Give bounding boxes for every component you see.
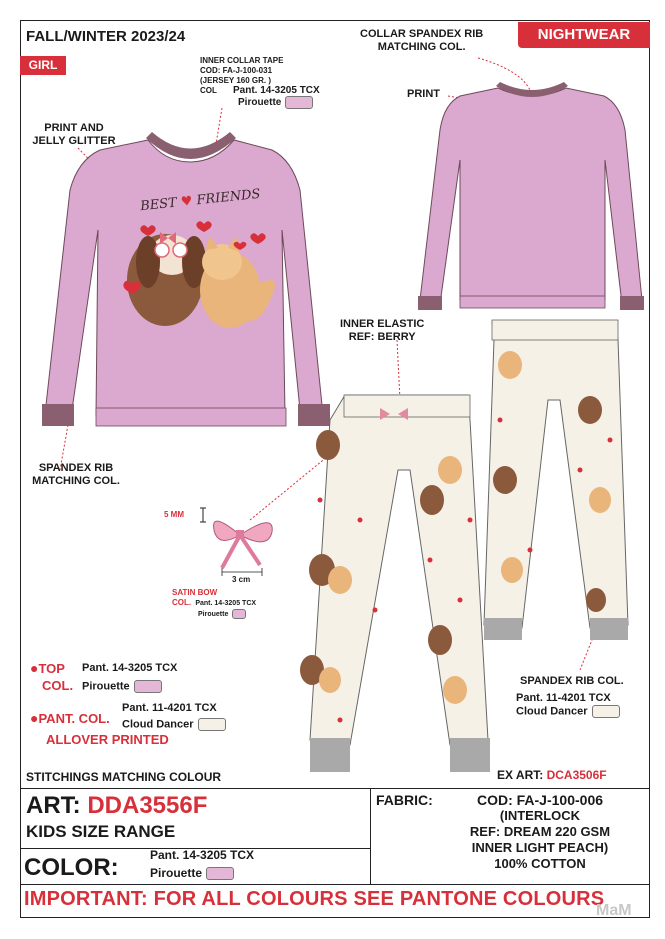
spandex-rib-pant-callout: SPANDEX RIB COL. Pant. 11-4201 TCX Cloud Dancer — [516, 675, 624, 718]
fabric-label: FABRIC: — [376, 792, 433, 808]
color-pirouette-swatch — [206, 867, 234, 880]
print-best-friends: BEST ♥ FRIENDS — [139, 186, 262, 215]
back-pants-sketch — [484, 320, 628, 640]
bow-height-label: 5 MM — [164, 510, 184, 519]
print-glitter-callout: PRINT AND JELLY GLITTER — [32, 122, 116, 147]
bow-swatch — [232, 609, 246, 619]
fabric-details: COD: FA-J-100-006 (INTERLOCK REF: DREAM 220 GSM INNER LIGHT PEACH) 100% COTTON — [469, 792, 611, 871]
ex-art: EX ART: DCA3506F — [497, 768, 607, 782]
size-range: KIDS SIZE RANGE — [26, 822, 176, 841]
table-bottom-line — [20, 884, 650, 885]
front-pants-sketch — [300, 395, 490, 772]
pant-cloud-dancer-swatch — [198, 718, 226, 731]
collar-rib-callout: COLLAR SPANDEX RIB MATCHING COL. — [360, 28, 484, 53]
stitchings-note: STITCHINGS MATCHING COLOUR — [26, 770, 222, 784]
table-divider — [370, 788, 371, 884]
satin-bow-callout: SATIN BOW COL. Pant. 14-3205 TCX Pirouette — [172, 588, 257, 618]
bow-width-label: 3 cm — [232, 575, 251, 584]
art-row: ART: DDA3556F — [26, 792, 208, 819]
nightwear-badge: NIGHTWEAR — [518, 22, 650, 48]
inner-collar-callout: INNER COLLAR TAPE COD: FA-J-100-031 (JERSEY 160 GR. ) COL Pant. 14-3205 TCX Pirouette — [200, 56, 320, 109]
color-label: COLOR: — [24, 854, 119, 881]
back-top-sketch — [418, 82, 644, 310]
inner-elastic-callout: INNER ELASTIC REF: BERRY — [340, 318, 425, 343]
top-pirouette-swatch — [134, 680, 162, 693]
print-callout: PRINT — [407, 88, 440, 100]
color-name: Pirouette — [150, 866, 234, 880]
gender-badge: GIRL — [20, 56, 66, 75]
color-pantone: Pant. 14-3205 TCX — [150, 848, 255, 862]
season-title: FALL/WINTER 2023/24 — [26, 28, 186, 45]
cloud-dancer-swatch-right — [592, 705, 620, 718]
spandex-rib-top-callout: SPANDEX RIB MATCHING COL. — [32, 462, 120, 487]
front-top-sketch — [42, 132, 330, 426]
watermark: MaM — [596, 902, 632, 919]
satin-bow-sketch — [200, 508, 272, 576]
footer-important: IMPORTANT: FOR ALL COLOURS SEE PANTONE COLOURS — [24, 888, 605, 910]
table-top-line — [20, 788, 650, 789]
